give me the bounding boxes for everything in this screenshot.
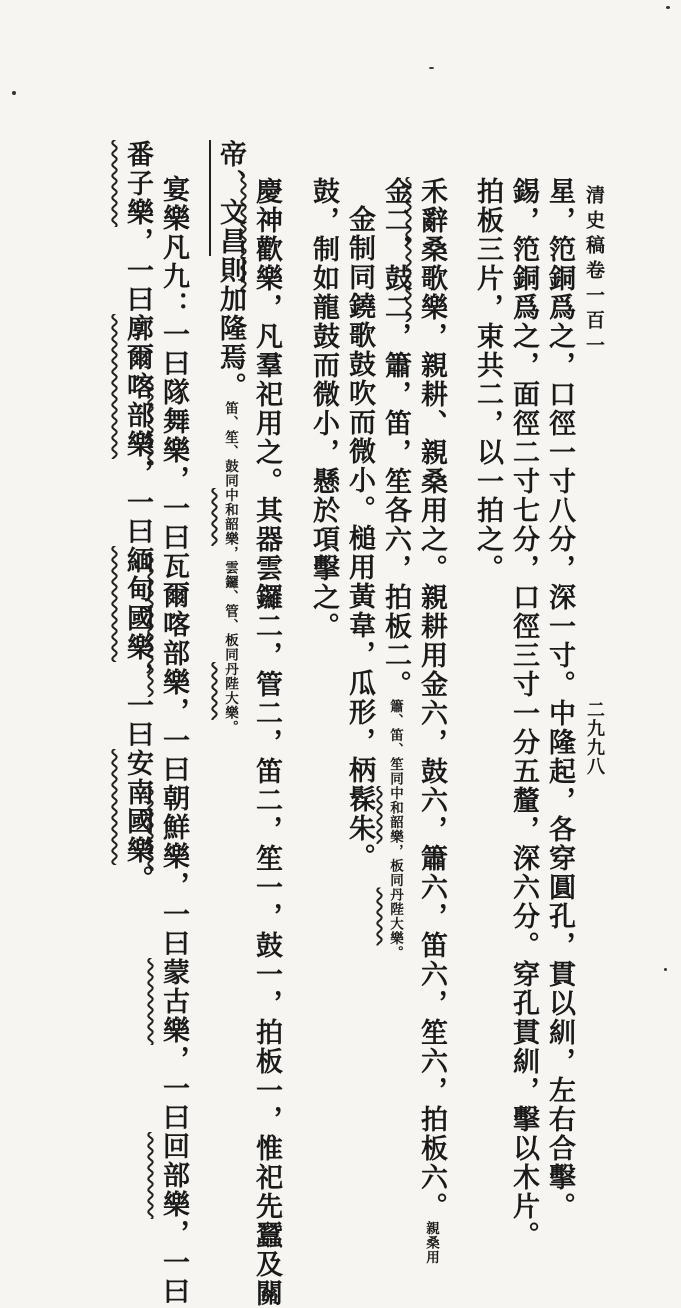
body-text: ，一曰 [122, 227, 153, 314]
text-column [418, 177, 445, 1265]
body-text: ，一曰 [158, 697, 189, 784]
annotation-text: 中和韶樂 [222, 488, 238, 546]
proper-noun-text: 廓爾喀部樂 [122, 314, 153, 459]
annotation-text: 中和韶樂 [387, 786, 403, 844]
body-text: ，一曰 [122, 662, 153, 749]
proper-noun-text: 安南國樂 [122, 749, 153, 865]
text-column [510, 177, 537, 1250]
body-text: 宴樂凡九：一曰 [158, 175, 189, 378]
text-column [310, 177, 337, 641]
body-text: 。 [122, 865, 153, 894]
text-column [382, 177, 409, 960]
annotation-text: 。 [222, 720, 238, 735]
proper-noun-text: 回部樂 [158, 1132, 189, 1219]
text-column [160, 175, 187, 1306]
text-column [217, 140, 244, 735]
annotation-text: ，雲鑼、管、板同 [222, 546, 238, 662]
annotation-text: 。 [387, 945, 403, 960]
print-speck [429, 67, 434, 69]
annotation-text: 親桑用 [423, 1221, 439, 1265]
text-column [474, 177, 501, 583]
body-text: 則加隆焉。 [215, 256, 246, 401]
annotation-text: 丹陛大樂 [387, 887, 403, 946]
body-text: ，一曰 [158, 465, 189, 552]
proper-noun-text: 蒙古樂 [158, 958, 189, 1045]
annotation-text: 笛、笙、鼓同 [222, 401, 238, 488]
body-text: ，一曰 [158, 1045, 189, 1132]
text-column [346, 205, 373, 872]
annotation-text: 丹陛大樂 [222, 662, 238, 720]
annotation-text: 簫、笛、笙同 [387, 699, 403, 786]
body-text: 金制同鐃歌鼓吹而微小。槌用黃韋，瓜形，柄髹朱。 [344, 205, 375, 872]
proper-noun-text: 慶神歡樂 [251, 177, 282, 293]
body-text: 鼓，制如龍鼓而微小，懸於項擊之。 [308, 177, 339, 641]
body-text: ，一曰 [158, 871, 189, 958]
proper-noun-text: 朝鮮樂 [158, 784, 189, 871]
body-text: 金二，鼓二，簫，笛，笙各六，拍板二。 [380, 177, 411, 699]
annotation-text: ，板同 [387, 844, 403, 888]
body-text: ，一曰 [158, 1219, 189, 1306]
text-column [124, 140, 151, 894]
body-text: 星，笵銅爲之，口徑一寸八分，深一寸。中隆起，各穿圓孔，貫以紃，左右合擊。 [544, 177, 575, 1221]
proper-noun-text: 瓦爾喀部樂 [158, 552, 189, 697]
print-speck [12, 91, 16, 95]
body-text: ，一曰 [122, 459, 153, 546]
proper-noun-text: 隊舞樂 [158, 378, 189, 465]
proper-noun-text: 禾辭桑歌樂 [416, 177, 447, 322]
running-header: 清史稿卷一百一 [583, 185, 605, 360]
body-text: ，凡羣祀用之。其器雲鑼二，管二，笛二，笙一，鼓一，拍板一，惟祀先蠶及關 [251, 293, 282, 1308]
proper-noun-text: 番子樂 [122, 140, 153, 227]
print-speck [664, 968, 667, 971]
page-number: 二九九八 [584, 700, 605, 776]
body-text: ，親耕、親桑用之。親耕用金六，鼓六，簫六，笛六，笙六，拍板六。 [416, 322, 447, 1221]
body-text: 錫，笵銅爲之，面徑二寸七分，口徑三寸一分五釐，深六分。穿孔貫紃，擊以木片。 [508, 177, 539, 1250]
text-column [546, 177, 573, 1221]
body-text: 拍板三片，束共二，以一拍之。 [472, 177, 503, 583]
text-column [253, 177, 280, 1308]
proper-noun-text: 緬甸國樂 [122, 546, 153, 662]
print-speck [666, 6, 670, 9]
proper-noun-text: 帝、文昌 [215, 140, 246, 256]
